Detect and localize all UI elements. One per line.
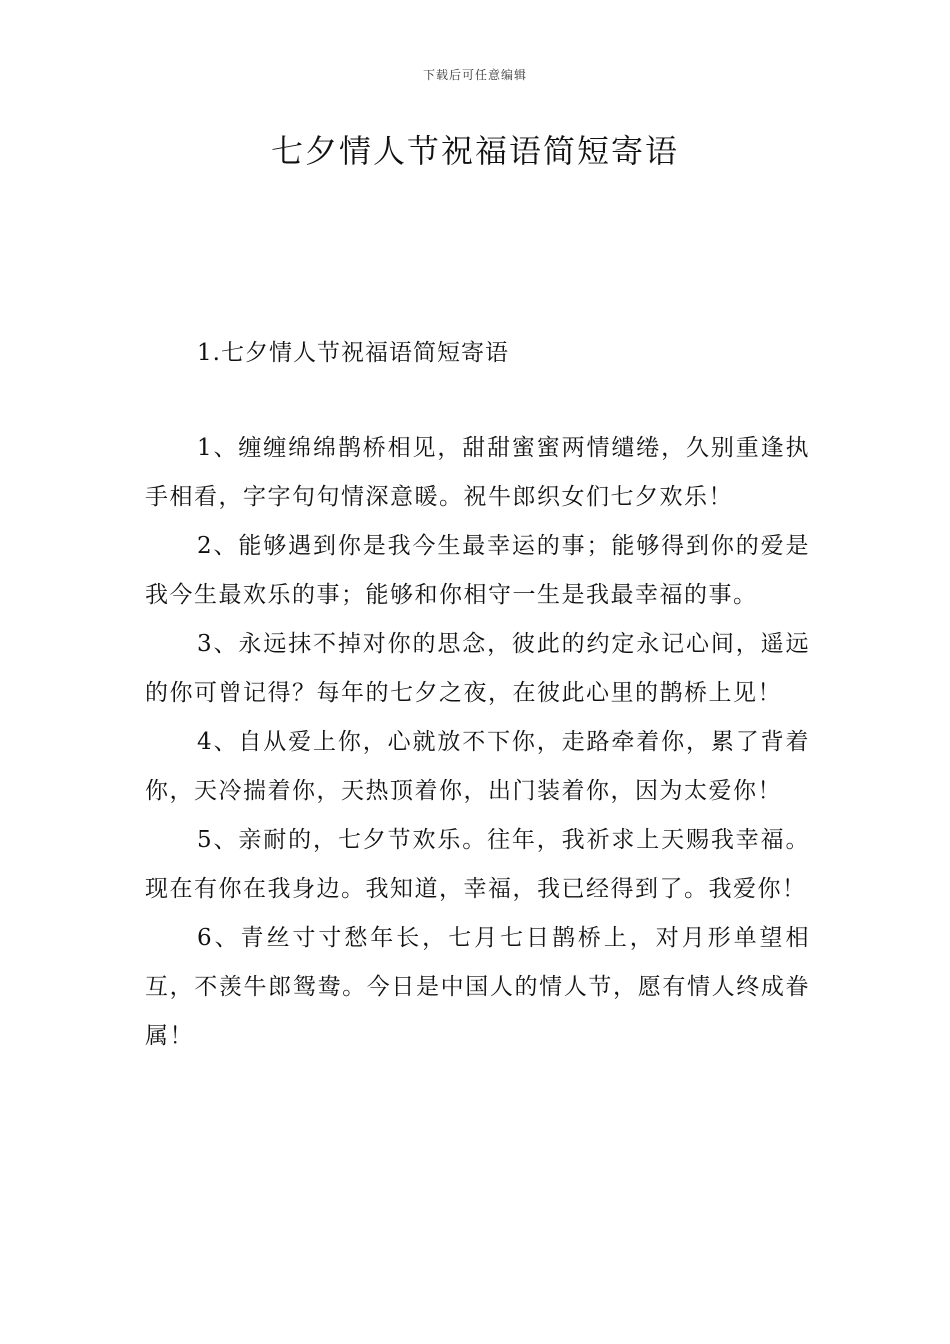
header-note: 下载后可任意编辑 [422, 68, 527, 82]
paragraph-4: 4、自从爱上你，心就放不下你，走路牵着你，累了背着你，天冷揣着你，天热顶着你，出门装着你，因为太爱你！ [145, 729, 810, 804]
paragraph-6: 6、青丝寸寸愁年长，七月七日鹊桥上，对月形单望相互，不羡牛郎鸳鸯。今日是中国人的情人节，愿有情人终成眷属！ [145, 925, 810, 1049]
section-heading: 1.七夕情人节祝福语简短寄语 [197, 340, 509, 366]
document-title: 七夕情人节祝福语简短寄语 [270, 132, 679, 170]
paragraph-2: 2、能够遇到你是我今生最幸运的事；能够得到你的爱是我今生最欢乐的事；能够和你相守一生是我最幸福的事。 [145, 533, 810, 608]
paragraph-list [145, 424, 810, 1061]
paragraph-1: 1、缠缠绵绵鹊桥相见，甜甜蜜蜜两情缱绻，久别重逢执手相看，字字句句情深意暖。祝牛郎织女们七夕欢乐！ [145, 435, 810, 510]
paragraph-5: 5、亲耐的，七夕节欢乐。往年，我祈求上天赐我幸福。现在有你在我身边。我知道，幸福，我已经得到了。我爱你！ [145, 827, 810, 902]
paragraph-3: 3、永远抹不掉对你的思念，彼此的约定永记心间，遥远的你可曾记得？每年的七夕之夜，在彼此心里的鹊桥上见！ [145, 631, 810, 706]
